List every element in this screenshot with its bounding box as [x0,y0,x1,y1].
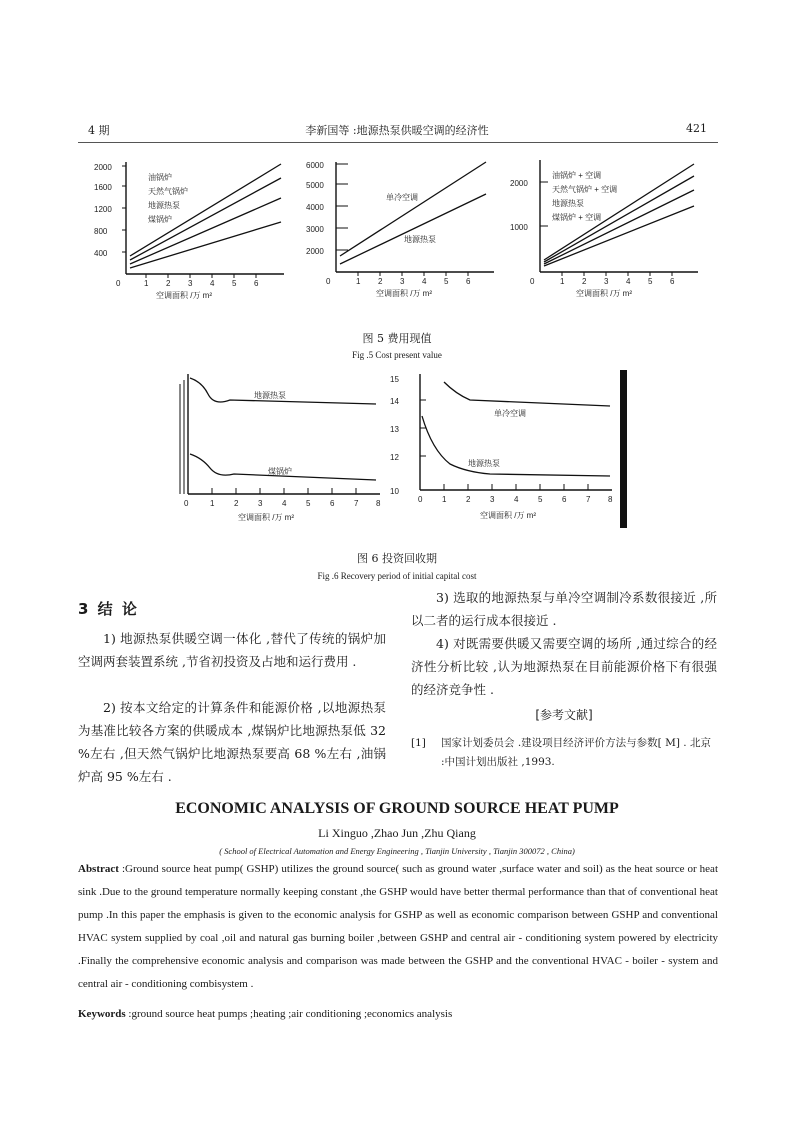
fig6b-xlabel: 空调面积 /万 m² [480,511,536,520]
svg-text:15: 15 [390,375,399,384]
fig5-panel-c [510,160,698,298]
figure-5-caption-zh: 图 5 费用现值 [362,332,432,345]
svg-text:1: 1 [210,499,215,508]
svg-text:2000: 2000 [510,179,528,188]
svg-text:6: 6 [254,279,259,288]
svg-text:1: 1 [144,279,149,288]
svg-text:0: 0 [326,277,331,286]
keywords-text: :ground source heat pumps ;heating ;air conditioning ;economics analysis [125,1008,453,1020]
svg-text:5: 5 [648,277,653,286]
figure-6 [150,370,630,530]
svg-text:6: 6 [562,495,567,504]
reference-text: 国家计划委员会 .建设项目经济评价方法与参数[ M] . 北京 :中国计划出版社 ,1993. [441,737,711,768]
svg-text:3000: 3000 [306,225,324,234]
figure-5-graphic [86,156,716,304]
fig5a-curve-4: 煤锅炉 [148,215,172,224]
svg-text:0: 0 [184,499,189,508]
svg-text:5: 5 [232,279,237,288]
conclusion-4: 4) 对既需要供暖又需要空调的场所 ,通过综合的经济性分析比较 ,认为地源热泵在目前能源价格下有很强的经济竞争性 . [411,636,717,697]
figure-5 [86,156,716,304]
svg-text:7: 7 [354,499,359,508]
svg-text:2: 2 [166,279,171,288]
svg-text:0: 0 [116,279,121,288]
svg-text:0: 0 [530,277,535,286]
svg-text:1600: 1600 [94,183,112,192]
svg-text:2: 2 [466,495,471,504]
fig5c-curve-4: 煤锅炉 + 空调 [552,213,602,222]
reference-number: [1] [411,737,426,749]
svg-text:3: 3 [604,277,609,286]
header-rule [78,142,718,143]
fig6-panel-b [390,370,627,528]
page-number: 421 [686,122,707,135]
svg-text:1: 1 [442,495,447,504]
fig5a-curve-1: 油锅炉 [148,173,172,182]
svg-text:1000: 1000 [510,223,528,232]
svg-text:2: 2 [378,277,383,286]
svg-text:3: 3 [400,277,405,286]
svg-text:4: 4 [514,495,519,504]
svg-text:3: 3 [258,499,263,508]
svg-text:12: 12 [390,453,399,462]
abstract-text: :Ground source heat pump( GSHP) utilizes the ground source( such as ground water ,surface water and soil) as the heat source or heat sink .Due to the ground temperature normally keeping constant ,the GSHP would have better thermal performance than that of conventional heat pump .In this paper the emphasis is given to the economic analysis for GSHP as well as economic comparison between GSHP and conventional HVAC system supplied by coal ,oil and natural gas burning boiler ,between GSHP and central air - conditioning system powered by electricity .Finally the comprehensive economic analysis and comparison was made between the GSHP and the conventional HVAC - boiler - system and central air - conditioning combisystem . [78,863,718,990]
svg-text:5000: 5000 [306,181,324,190]
fig5c-curve-3: 地源热泵 [552,199,584,208]
svg-text:2: 2 [234,499,239,508]
fig6a-xlabel: 空调面积 /万 m² [238,513,294,522]
svg-text:4: 4 [422,277,427,286]
figure-5-caption-en: Fig .5 Cost present value [352,350,442,360]
section-3-title: 3 结 论 [78,600,139,618]
fig5b-curve-1: 单冷空调 [386,193,418,202]
fig5a-xlabel: 空调面积 /万 m² [156,291,212,300]
svg-text:3: 3 [188,279,193,288]
fig6b-curve-2: 地源热泵 [468,459,500,468]
svg-text:2000: 2000 [94,163,112,172]
svg-text:8: 8 [376,499,381,508]
svg-text:1: 1 [356,277,361,286]
svg-text:6: 6 [670,277,675,286]
svg-text:6: 6 [466,277,471,286]
fig6a-curve-1: 地源热泵 [254,391,286,400]
svg-text:7: 7 [586,495,591,504]
english-keywords [78,1003,718,1026]
fig5b-curve-2: 地源热泵 [404,235,436,244]
fig6b-curve-1: 单冷空调 [494,409,526,418]
svg-text:10: 10 [390,487,399,496]
english-title: ECONOMIC ANALYSIS OF GROUND SOURCE HEAT PUMP [175,800,619,817]
svg-text:1: 1 [560,277,565,286]
english-abstract [78,858,718,996]
svg-text:1200: 1200 [94,205,112,214]
svg-text:2000: 2000 [306,247,324,256]
fig5b-xlabel: 空调面积 /万 m² [376,289,432,298]
fig6-panel-a [180,374,381,522]
running-title: 李新国等 :地源热泵供暖空调的经济性 [305,124,489,137]
svg-text:5: 5 [306,499,311,508]
issue-number: 4 期 [88,124,110,137]
svg-text:4: 4 [282,499,287,508]
svg-text:800: 800 [94,227,108,236]
fig5c-curve-2: 天然气锅炉 + 空调 [552,185,618,194]
svg-text:3: 3 [490,495,495,504]
conclusion-2: 2) 按本文给定的计算条件和能源价格 ,以地源热泵为基准比较各方案的供暖成本 ,煤锅炉比地源热泵低 32 %左右 ,但天然气锅炉比地源热泵要高 68 %左右 ,油锅炉高 95 %左右 . [78,700,386,784]
svg-text:6000: 6000 [306,161,324,170]
svg-text:6: 6 [330,499,335,508]
svg-text:8: 8 [608,495,613,504]
fig5a-curve-2: 天然气锅炉 [148,187,188,196]
svg-text:2: 2 [582,277,587,286]
svg-text:5: 5 [444,277,449,286]
abstract-label: Abstract [78,863,119,875]
fig5-panel-b [306,161,494,298]
svg-text:400: 400 [94,249,108,258]
fig5c-curve-1: 油锅炉 + 空调 [552,171,602,180]
conclusion-3: 3) 选取的地源热泵与单冷空调制冷系数很接近 ,所以二者的运行成本很接近 . [411,590,717,628]
fig5a-curve-3: 地源热泵 [148,201,180,210]
svg-text:14: 14 [390,397,399,406]
conclusion-1: 1) 地源热泵供暖空调一体化 ,替代了传统的锅炉加空调两套装置系统 ,节省初投资及占地和运行费用 . [78,631,386,669]
fig5-panel-a [94,162,284,300]
svg-text:13: 13 [390,425,399,434]
svg-text:4: 4 [626,277,631,286]
references-title: [参考文献] [535,708,593,722]
figure-6-caption-en: Fig .6 Recovery period of initial capital cost [317,571,477,581]
english-affiliation: ( School of Electrical Automation and Energy Engineering , Tianjin University , Tianjin 300072 , China) [219,846,575,856]
figure-6-caption-zh: 图 6 投资回收期 [357,552,437,565]
reference-item [411,734,717,772]
svg-text:4: 4 [210,279,215,288]
svg-text:0: 0 [418,495,423,504]
svg-text:5: 5 [538,495,543,504]
english-authors: Li Xinguo ,Zhao Jun ,Zhu Qiang [318,826,476,840]
fig5c-xlabel: 空调面积 /万 m² [576,289,632,298]
figure-6-graphic [150,370,630,530]
svg-text:4000: 4000 [306,203,324,212]
keywords-label: Keywords [78,1008,126,1020]
fig6a-curve-2: 煤锅炉 [268,467,292,476]
